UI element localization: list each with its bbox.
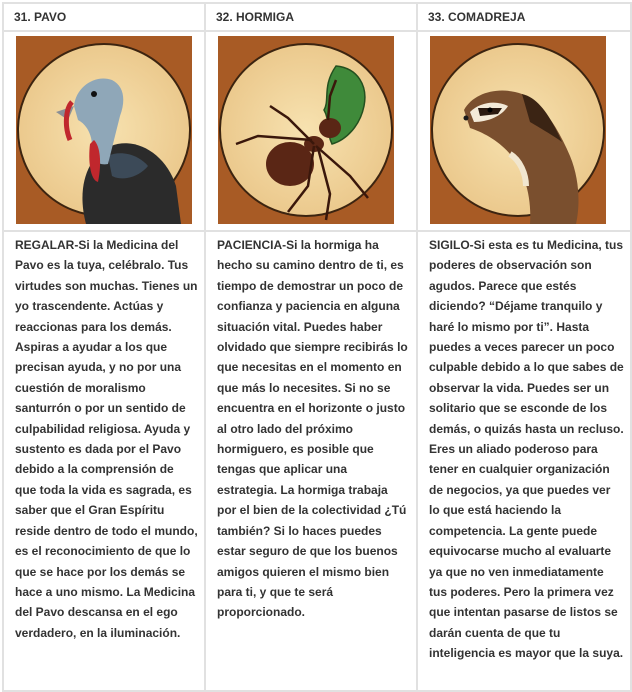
image-cell-hormiga (205, 31, 417, 231)
card-text-cell-hormiga (205, 231, 417, 691)
card-title-pavo: 31. PAVO (3, 3, 205, 31)
image-cell-pavo (3, 31, 205, 231)
card-title-comadreja: 33. COMADREJA (417, 3, 631, 31)
text-row (3, 231, 631, 691)
image-row (3, 31, 631, 231)
header-row (3, 3, 631, 31)
card-text-cell-pavo (3, 231, 205, 691)
card-text-hormiga: PACIENCIA-Si la hormiga ha hecho su camino dentro de ti, es tiempo de demostrar un poco de confianza y paciencia en alguna situación vital. Puedes haber olvidado que siempre recibirás lo que necesitas en el momento en que más lo necesites. Si no se encuentra en el horizonte o justo al otro lado del próximo hormiguero, es posible que tengas que aplicar una estrategia. La hormiga trabaja por el bien de la colectividad ¿Tú también? Si lo haces puedes estar seguro de que los buenos amigos quieren el mismo bien para ti, y que te será proporcionado. (217, 238, 408, 620)
card-text-pavo: REGALAR-Si la Medicina del Pavo es la tuya, celébralo. Tus virtudes son muchas. Tienes un yo trascendente. Actúas y reaccionas para los demás. Aspiras a ayudar a los que precisan ayuda, y no por una cuestión de moralismo santurrón o por un sentido de culpabilidad religiosa. Ayuda y sustento es dada por el Pavo debido a la comprensión de que toda la vida es sagrada, es saber que el Gran Espíritu reside dentro de todo el mundo, es el reconocimiento de que lo que se hace por los demás se hace a uno mismo. La Medicina del Pavo descansa en el ego verdadero, en la iluminación. (15, 238, 198, 640)
medicine-cards-table (2, 2, 632, 692)
image-cell-comadreja (417, 31, 631, 231)
weasel-illustration (430, 36, 606, 224)
ant-illustration (218, 36, 394, 224)
card-text-cell-comadreja (417, 231, 631, 691)
card-title-hormiga: 32. HORMIGA (205, 3, 417, 31)
card-text-comadreja: SIGILO-Si esta es tu Medicina, tus poderes de observación son agudos. Parece que estés diciendo? “Déjame tranquilo y haré lo mismo por ti”. Hasta puedes a veces parecer un poco culpable debido a lo que sabes de observar la vida. Puedes ser un solitario que se esconde de los demás, o quizás hasta un recluso. Eres un aliado poderoso para tener en cualquier organización de negocios, ya que puedes ver lo que está haciendo la competencia. La gente puede equivocarse mucho al evaluarte ya que no ven inmediatamente tus poderes. Pero la primera vez que intentan pasarse de listos se darán cuenta de que tu inteligencia es mayor que la suya. (429, 238, 624, 661)
turkey-illustration (16, 36, 192, 224)
